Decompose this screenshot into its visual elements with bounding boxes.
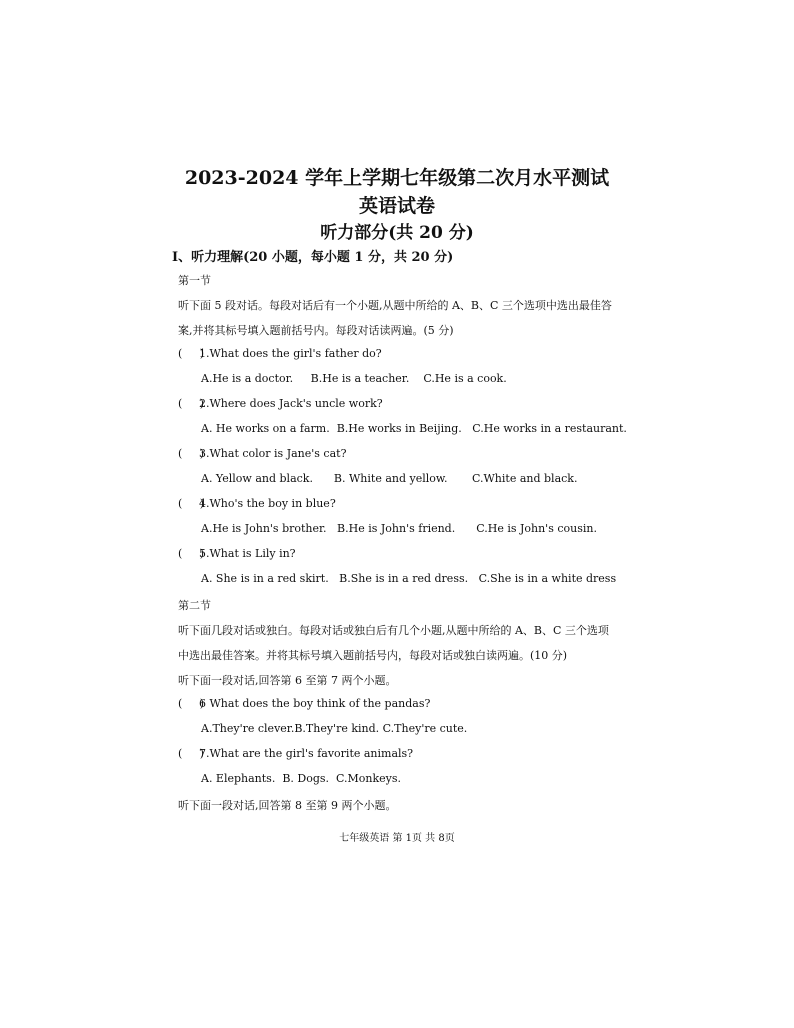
question-1 [178,347,382,360]
exam-title: 2023-2024 学年上学期七年级第二次月水平测试 [184,167,610,189]
question-7-text: 7.What are the girl's favorite animals? [199,747,414,760]
question-4-options: A.He is John's brother. B.He is John's friend. C.He is John's cousin. [201,522,597,535]
question-5-text: 5.What is Lily in? [199,547,296,560]
listening-section-title: 听力部分(共 20 分) [320,223,474,243]
question-4-text: 4.Who's the boy in blue? [199,497,336,510]
question-2-options: A. He works on a farm. B.He works in Beijing. C.He works in a restaurant. [201,422,627,435]
question-6-text: 6 What does the boy think of the pandas? [199,697,431,710]
question-3 [178,447,346,460]
answer-bracket[interactable]: ( ) [178,397,205,410]
question-5-options: A. She is in a red skirt. B.She is in a red dress. C.She is in a white dress [201,572,617,585]
question-1-text: 1.What does the girl's father do? [199,347,382,360]
exam-subtitle: 英语试卷 [358,195,435,217]
section2-instruction-line2: 中选出最佳答案。并将其标号填入题前括号内，每段对话或独白读两遍。(10 分) [178,649,568,662]
page-footer: 七年级英语 第 1页 共 8页 [339,833,455,844]
question-6 [178,697,430,710]
answer-bracket[interactable]: ( ) [178,497,205,510]
question-7-options: A. Elephants. B. Dogs. C.Monkeys. [201,772,402,785]
question-3-text: 3.What color is Jane's cat? [199,447,347,460]
answer-bracket[interactable]: ( ) [178,697,205,710]
answer-bracket[interactable]: ( ) [178,547,205,560]
answer-bracket[interactable]: ( ) [178,447,205,460]
section1-label: 第一节 [178,274,211,287]
question-3-options: A. Yellow and black. B. White and yellow. C.White and black. [201,472,578,485]
answer-bracket[interactable]: ( ) [178,347,205,360]
section1-instruction-line2: 案,并将其标号填入题前括号内。每段对话读两遍。(5 分) [178,324,454,337]
question-2 [178,397,383,410]
dialog-6-7-instruction: 听下面一段对话,回答第 6 至第 7 两个小题。 [178,674,397,687]
question-4 [178,497,336,510]
question-2-text: 2.Where does Jack's uncle work? [199,397,383,410]
question-5 [178,547,296,560]
question-1-options: A.He is a doctor. B.He is a teacher. C.He is a cook. [201,372,507,385]
answer-bracket[interactable]: ( ) [178,747,205,760]
section1-instruction-line1: 听下面 5 段对话。每段对话后有一个小题,从题中所给的 A、B、C 三个选项中选出最佳答 [178,299,612,312]
part1-heading: Ⅰ、听力理解(20 小题，每小题 1 分，共 20 分) [172,250,454,265]
question-7 [178,747,413,760]
dialog-8-9-instruction: 听下面一段对话,回答第 8 至第 9 两个小题。 [178,799,397,812]
section2-label: 第二节 [178,599,211,612]
section2-instruction-line1: 听下面几段对话或独白。每段对话或独白后有几个小题,从题中所给的 A、B、C 三个选项 [178,624,609,637]
question-6-options: A.They're clever.B.They're kind. C.They're cute. [201,722,468,735]
